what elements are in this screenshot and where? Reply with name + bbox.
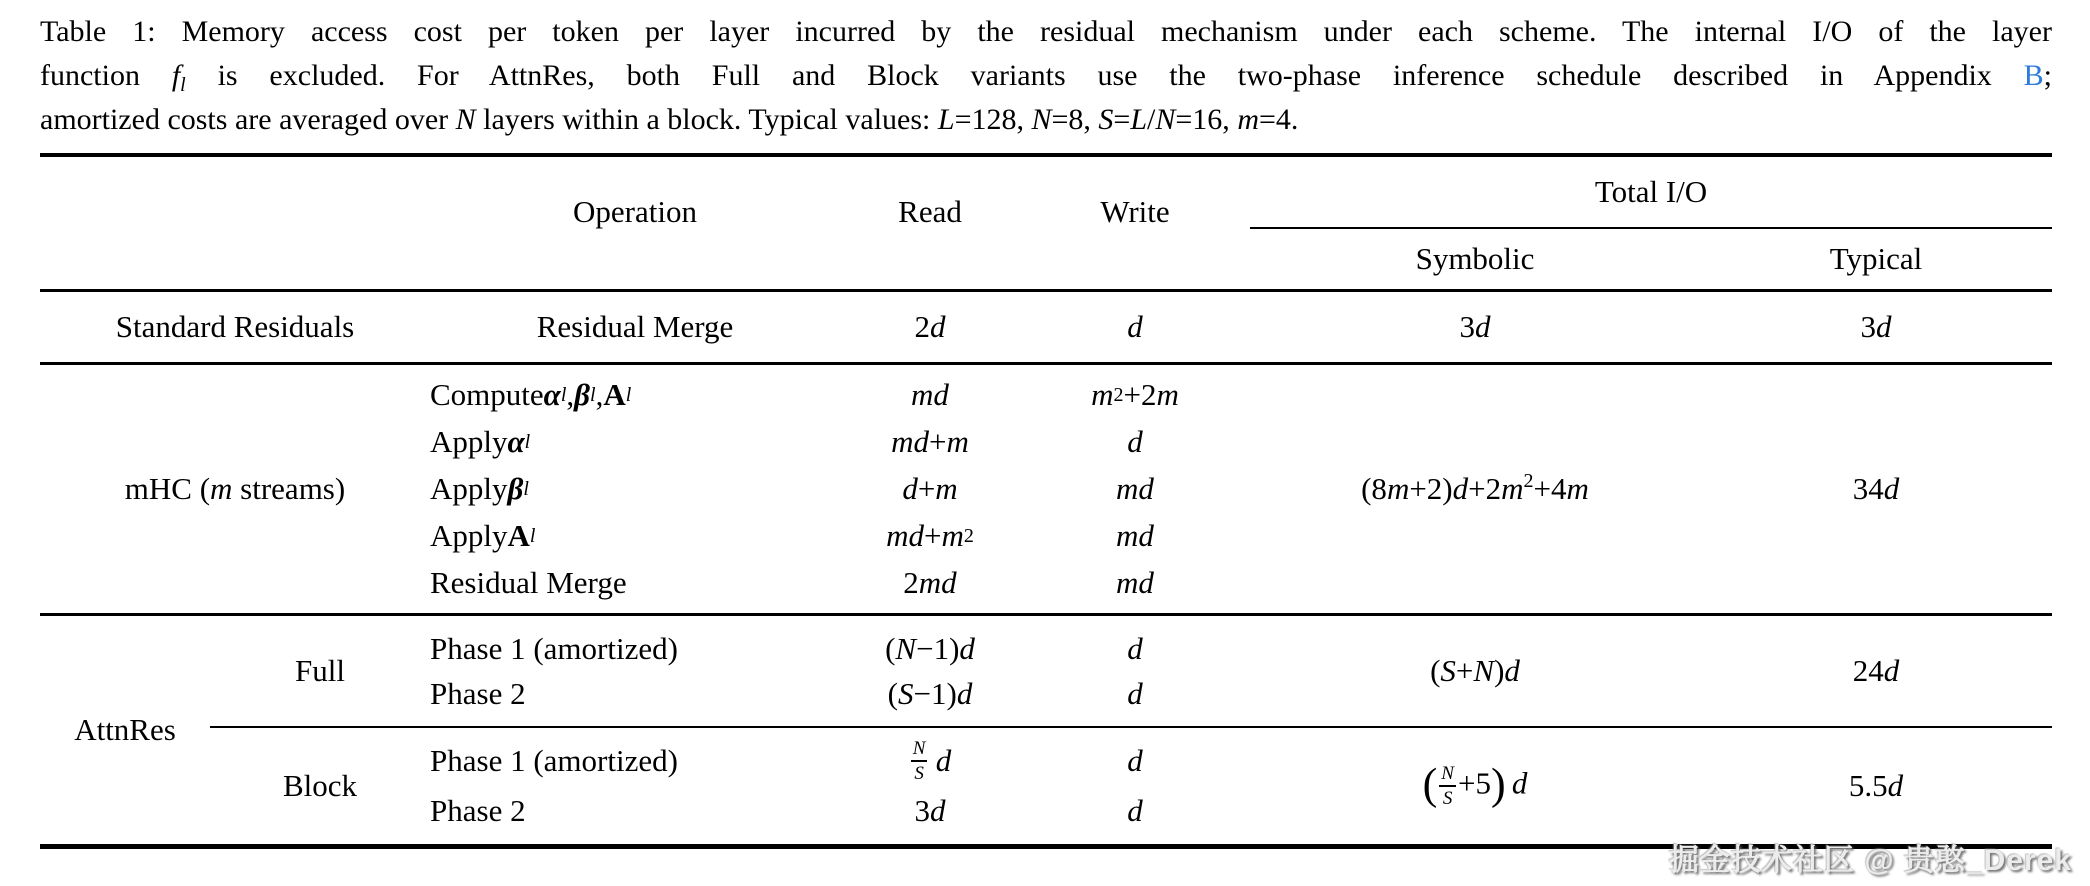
operation-line: Compute α l , β l , A l <box>430 377 632 412</box>
read-value: $\frac{N}{S}$ d <box>912 737 952 784</box>
operation-line: Apply A l <box>430 518 536 553</box>
operation-line: Phase 2 <box>430 675 526 711</box>
variant-label-full: Full <box>210 615 430 728</box>
symbolic-cell: (S+N)d <box>1250 615 1700 728</box>
write-value: md <box>1116 518 1154 553</box>
caption-line-2: function $f_l$ is excluded. For AttnRes, both Full and Block variants use the two-phase inference schedule described in Appendix B; <box>40 59 2052 96</box>
caption-line-3: amortized costs are averaged over N layers within a block. Typical values: L=128, N=8, S=L/N=16, m=4. <box>40 103 1299 136</box>
read-value: ( S −1) d <box>887 675 973 711</box>
scheme-label-standard-residuals: Standard Residuals <box>115 309 355 344</box>
read-value: md + m 2 <box>886 518 974 553</box>
read-value: ( N −1) d <box>885 630 975 666</box>
operation-line: Phase 1 (amortized) <box>430 743 678 778</box>
table-caption <box>40 10 2052 142</box>
fraction: $\frac{N}{S}$ <box>912 737 926 784</box>
read-value: d + m <box>902 471 958 506</box>
write-value: d <box>1127 793 1143 828</box>
col-header-typical: Typical <box>1829 241 1923 276</box>
row-standard-residuals <box>40 291 2052 364</box>
write-value: d <box>1127 675 1143 711</box>
symbolic-cell: ( $\frac{N}{S}$ +5) d <box>1422 759 1528 809</box>
write-cell <box>1020 364 1250 615</box>
read-value: md + m <box>891 424 969 459</box>
cost-table <box>40 153 2052 849</box>
write-value: d <box>1127 743 1143 778</box>
read-cell: 2d <box>914 309 946 344</box>
typical-cell: 34d <box>1852 471 1900 506</box>
read-cell <box>840 727 1020 847</box>
col-header-total-io: Total I/O <box>1250 155 2052 228</box>
write-cell <box>1020 727 1250 847</box>
operation-line: Phase 1 (amortized) <box>430 630 678 666</box>
caption-line-1: Table 1: Memory access cost per token per layer incurred by the residual mechanism under each scheme. The internal I/O of the layer <box>40 15 2052 48</box>
read-cell <box>840 615 1020 728</box>
write-value: d <box>1127 630 1143 666</box>
write-value: m 2 +2 m <box>1091 377 1179 412</box>
table-header <box>40 155 2052 291</box>
watermark: 掘金技术社区 @ 贵憨_Derek <box>1668 844 2072 877</box>
scheme-label-mhc: mHC (m streams) <box>124 471 346 506</box>
operation-cell: Residual Merge <box>536 309 734 344</box>
variant-label-block: Block <box>282 768 358 803</box>
scheme-label-attnres: AttnRes <box>74 712 176 747</box>
operation-line: Apply α l <box>430 424 531 459</box>
section-mhc <box>40 364 2052 615</box>
read-cell <box>840 364 1020 615</box>
appendix-link[interactable]: B <box>2023 59 2044 92</box>
operation-line: Residual Merge <box>430 565 627 600</box>
fraction: $\frac{N}{S}$ <box>1441 762 1454 809</box>
write-value: md <box>1116 471 1154 506</box>
row-mhc <box>40 364 2052 615</box>
typical-cell: 24d <box>1700 615 2052 728</box>
row-attnres-block <box>40 727 2052 847</box>
col-header-read: Read <box>898 194 962 229</box>
operation-cell <box>430 727 840 847</box>
col-header-write: Write <box>1100 194 1170 229</box>
write-cell: d <box>1127 309 1143 344</box>
operation-cell <box>430 615 840 728</box>
operation-line: Phase 2 <box>430 793 526 828</box>
operation-line: Apply β l <box>430 471 529 506</box>
write-value: md <box>1116 565 1154 600</box>
read-value: md <box>911 377 949 412</box>
typical-cell: 3d <box>1860 309 1892 344</box>
col-header-operation: Operation <box>573 194 697 229</box>
section-attnres <box>40 615 2052 847</box>
row-attnres-full <box>40 615 2052 728</box>
symbolic-cell: $(8m+2)d+2m^2+4m$ <box>1361 470 1589 506</box>
header-empty-cell <box>40 155 430 291</box>
col-header-symbolic: Symbolic <box>1415 241 1535 276</box>
section-standard-residuals <box>40 291 2052 364</box>
read-value: 2 md <box>903 565 957 600</box>
typical-cell: 5.5d <box>1848 768 1904 803</box>
write-value: d <box>1127 424 1143 459</box>
symbolic-cell: 3d <box>1459 309 1491 344</box>
operation-cell <box>430 364 840 615</box>
write-cell <box>1020 615 1250 728</box>
read-value: 3 d <box>914 793 946 828</box>
